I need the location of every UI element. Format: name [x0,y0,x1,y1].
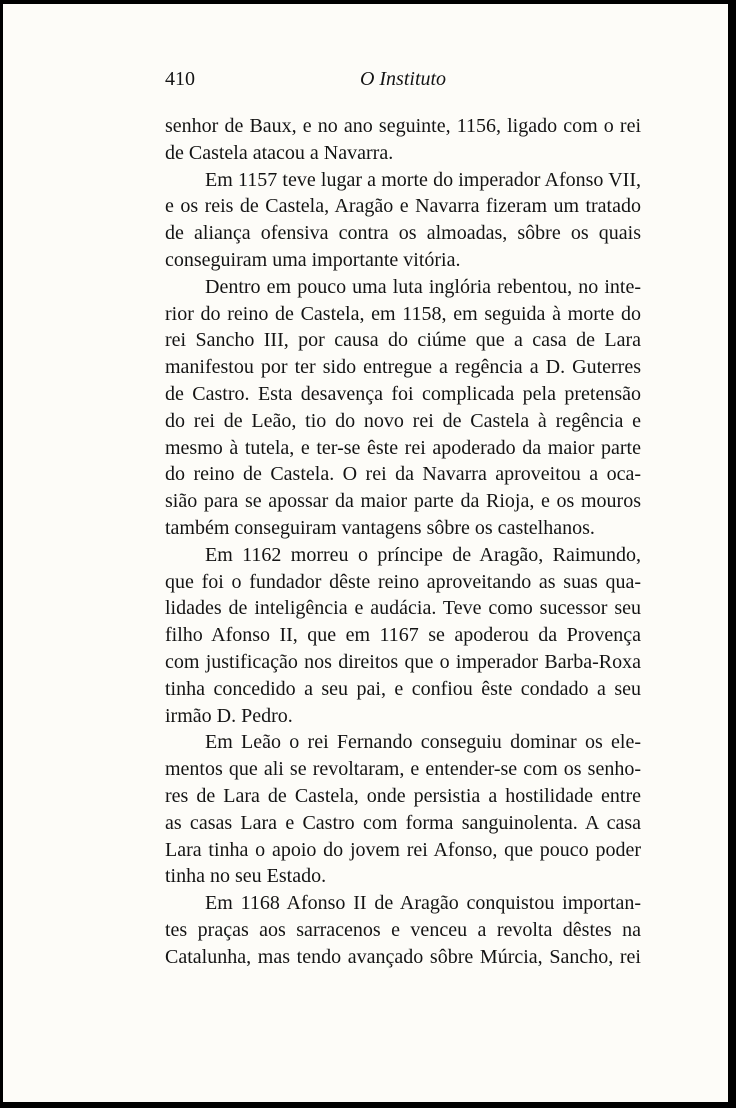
text-line: que foi o fundador dêste reino aproveitando as suas qua- [165,570,641,593]
text-line: Em 1157 teve lugar a morte do imperador Afonso VII, [205,168,641,191]
text-line: sião para se apossar da maior parte da Rioja, e os mouros [165,490,641,513]
text-line: também conseguiram vantagens sôbre os castelhanos. [165,516,595,539]
body-text [165,113,641,971]
text-line: Em Leão o rei Fernando conseguiu dominar os ele- [205,731,641,754]
paragraph [165,113,641,167]
text-line: mentos que ali se revoltaram, e entender-se com os senho- [165,758,641,781]
text-line: Lara tinha o apoio do jovem rei Afonso, que pouco poder [165,838,641,861]
text-line: de Castro. Esta desavença foi complicada pela pretensão [165,382,641,405]
paragraph [165,167,641,274]
page-number: 410 [165,68,195,90]
text-line: Em 1162 morreu o príncipe de Aragão, Raimundo, [205,543,641,566]
running-title: O Instituto [359,68,447,90]
text-line: do rei de Leão, tio do novo rei de Castela à regência e [165,409,641,432]
page-header [165,68,641,96]
text-line: senhor de Baux, e no ano seguinte, 1156, ligado com o rei [165,115,641,137]
text-line: lidades de inteligência e audácia. Teve como sucessor seu [165,597,641,620]
paragraph [165,890,641,970]
text-line: Em 1168 Afonso II de Aragão conquistou importan- [205,892,641,915]
text-line: res de Lara de Castela, onde persistia a hostilidade entre [165,784,641,807]
text-line: rior do reino de Castela, em 1158, em seguida à morte do [165,302,641,325]
text-line: Dentro em pouco uma luta inglória rebentou, no inte- [205,275,641,298]
text-line: mesmo à tutela, e ter-se êste rei apoderado da maior parte [165,436,641,459]
text-line: do reino de Castela. O rei da Navarra aproveitou a oca- [165,463,641,486]
paragraph [165,274,641,542]
book-page [3,4,728,1102]
text-line: manifestou por ter sido entregue a regência a D. Guterres [165,356,641,379]
text-line: tinha concedido a seu pai, e confiou êste condado a seu [165,677,641,700]
text-line: tes praças aos sarracenos e venceu a revolta dêstes na [165,918,641,941]
text-line: conseguiram uma importante vitória. [165,248,461,271]
text-line: rei Sancho III, por causa do ciúme que a casa de Lara [165,329,641,352]
text-line: tinha no seu Estado. [165,865,327,888]
text-line: de Castela atacou a Navarra. [165,141,394,164]
text-line: irmão D. Pedro. [165,704,293,727]
paragraph [165,729,641,890]
text-line: de aliança ofensiva contra os almoadas, sôbre os quais [165,222,641,245]
text-line: e os reis de Castela, Aragão e Navarra fizeram um tratado [165,195,641,218]
text-line: com justificação nos direitos que o imperador Barba-Roxa [165,650,641,673]
paragraph [165,542,641,730]
text-line: as casas Lara e Castro com forma sanguinolenta. A casa [165,811,641,834]
text-line: filho Afonso II, que em 1167 se apoderou da Provença [165,624,641,647]
text-line: Catalunha, mas tendo avançado sôbre Múrcia, Sancho, rei [165,945,641,968]
